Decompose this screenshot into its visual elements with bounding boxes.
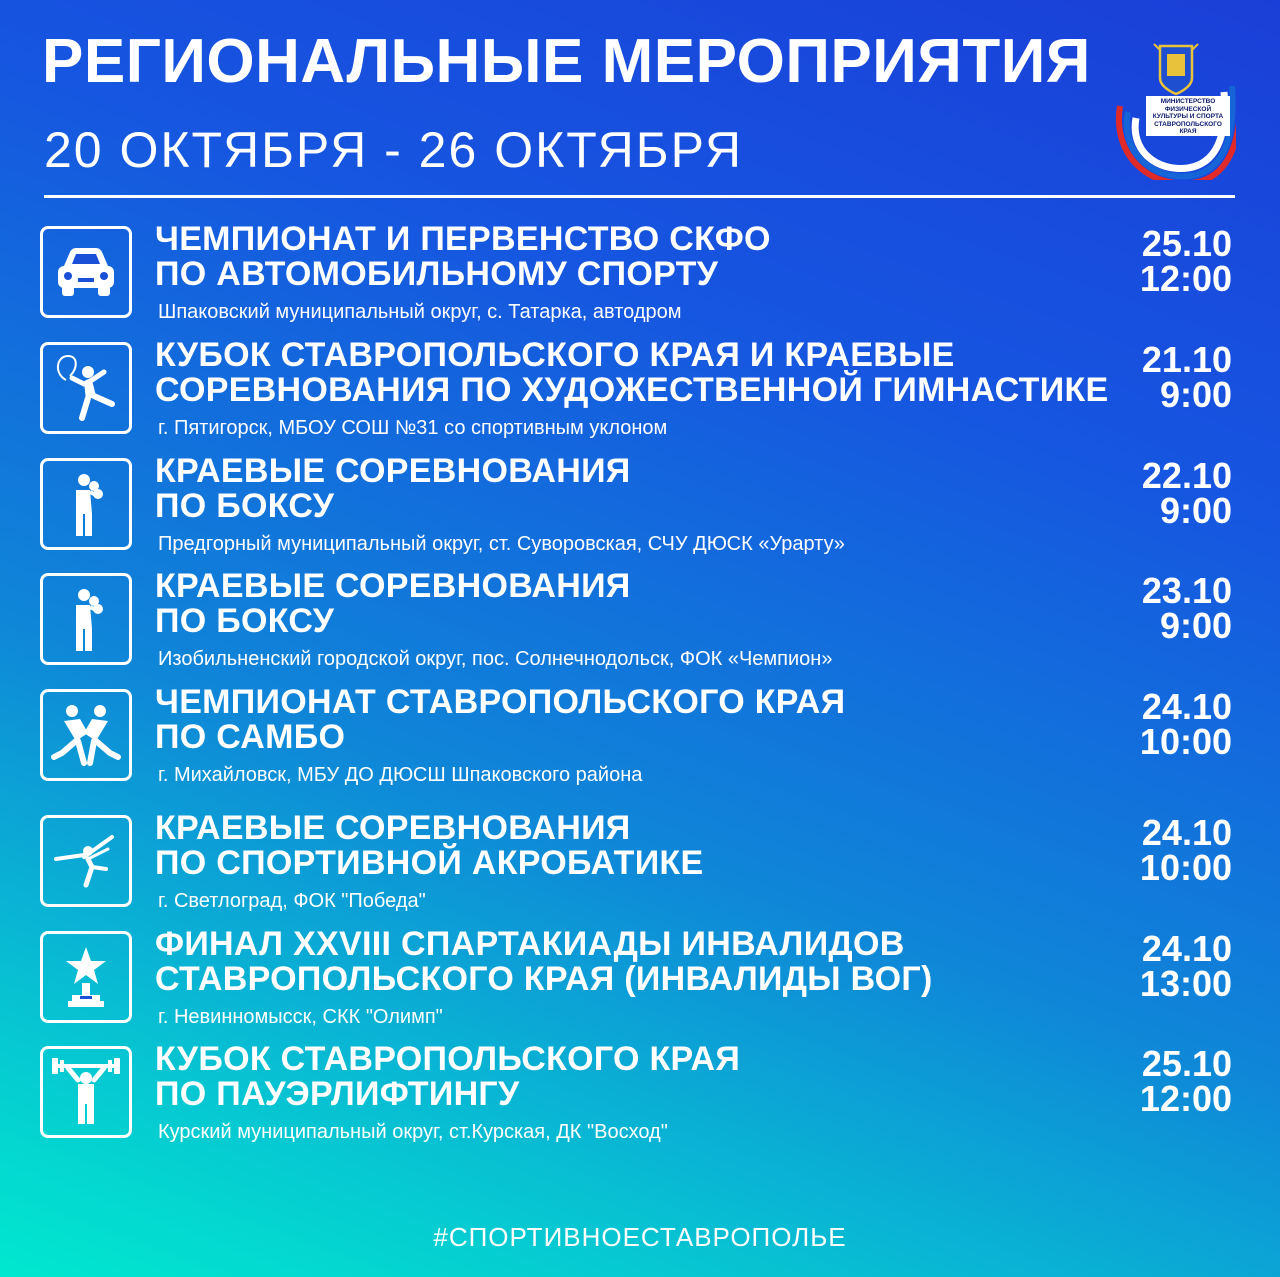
event-datetime bbox=[1102, 686, 1232, 762]
event-title: ЧЕМПИОНАТ И ПЕРВЕНСТВО СКФО ПО АВТОМОБИЛЬНОМУ СПОРТУ bbox=[155, 220, 771, 293]
event-icon-box bbox=[40, 931, 132, 1023]
ministry-name: МИНИСТЕРСТВО ФИЗИЧЕСКОЙ КУЛЬТУРЫ И СПОРТА СТАВРОПОЛЬСКОГО КРАЯ bbox=[1152, 98, 1224, 135]
ministry-logo bbox=[1116, 40, 1236, 180]
event-time: 10:00 bbox=[1139, 847, 1232, 888]
event-date: 24.10 bbox=[1141, 928, 1232, 969]
event-title: КРАЕВЫЕ СОРЕВНОВАНИЯ ПО БОКСУ bbox=[155, 452, 631, 525]
event-place: г. Пятигорск, МБОУ СОШ №31 со спортивным уклоном bbox=[158, 417, 668, 439]
event-date: 21.10 bbox=[1141, 339, 1232, 380]
car-icon bbox=[48, 234, 124, 310]
event-date: 25.10 bbox=[1141, 223, 1232, 264]
event-place: г. Светлоград, ФОК "Победа" bbox=[158, 890, 426, 912]
event-icon-box bbox=[40, 573, 132, 665]
event-time: 9:00 bbox=[1159, 605, 1232, 646]
event-title: КРАЕВЫЕ СОРЕВНОВАНИЯ ПО СПОРТИВНОЙ АКРОБАТИКЕ bbox=[155, 809, 704, 882]
rhythmic-gymnastics-icon bbox=[48, 350, 124, 426]
boxing-icon bbox=[48, 466, 124, 542]
event-date: 22.10 bbox=[1141, 455, 1232, 496]
date-range: 20 ОКТЯБРЯ - 26 ОКТЯБРЯ bbox=[44, 122, 743, 178]
event-place: Шпаковский муниципальный округ, с. Татарка, автодром bbox=[158, 301, 682, 323]
event-datetime bbox=[1102, 455, 1232, 531]
event-date: 24.10 bbox=[1141, 812, 1232, 853]
page-title: РЕГИОНАЛЬНЫЕ МЕРОПРИЯТИЯ bbox=[42, 27, 1091, 96]
event-title: КУБОК СТАВРОПОЛЬСКОГО КРАЯ И КРАЕВЫЕ СОРЕВНОВАНИЯ ПО ХУДОЖЕСТВЕННОЙ ГИМНАСТИКЕ bbox=[155, 336, 1109, 409]
event-date: 25.10 bbox=[1141, 1043, 1232, 1084]
event-place: г. Михайловск, МБУ ДО ДЮСШ Шпаковского района bbox=[158, 764, 643, 786]
event-time: 12:00 bbox=[1139, 258, 1232, 299]
event-icon-box bbox=[40, 458, 132, 550]
event-time: 13:00 bbox=[1139, 963, 1232, 1004]
event-title: КРАЕВЫЕ СОРЕВНОВАНИЯ ПО БОКСУ bbox=[155, 567, 631, 640]
event-time: 10:00 bbox=[1139, 721, 1232, 762]
event-icon-box bbox=[40, 815, 132, 907]
event-datetime bbox=[1102, 928, 1232, 1004]
event-time: 9:00 bbox=[1159, 374, 1232, 415]
event-place: г. Невинномысск, СКК "Олимп" bbox=[158, 1006, 443, 1028]
trophy-star-icon bbox=[48, 939, 124, 1015]
event-place: Предгорный муниципальный округ, ст. Суворовская, СЧУ ДЮСК «Урарту» bbox=[158, 533, 845, 555]
event-title: ЧЕМПИОНАТ СТАВРОПОЛЬСКОГО КРАЯ ПО САМБО bbox=[155, 683, 846, 756]
event-title: ФИНАЛ XXVIII СПАРТАКИАДЫ ИНВАЛИДОВ СТАВРОПОЛЬСКОГО КРАЯ (ИНВАЛИДЫ ВОГ) bbox=[155, 925, 933, 998]
weightlifter-icon bbox=[48, 1054, 124, 1130]
event-icon-box bbox=[40, 226, 132, 318]
event-place: Изобильненский городской округ, пос. Солнечнодольск, ФОК «Чемпион» bbox=[158, 648, 833, 670]
event-icon-box bbox=[40, 1046, 132, 1138]
event-time: 9:00 bbox=[1159, 490, 1232, 531]
sambo-wrestling-icon bbox=[48, 697, 124, 773]
acrobatics-icon bbox=[48, 823, 124, 899]
event-icon-box bbox=[40, 689, 132, 781]
event-date: 24.10 bbox=[1141, 686, 1232, 727]
event-datetime bbox=[1102, 339, 1232, 415]
event-datetime bbox=[1102, 1043, 1232, 1119]
event-date: 23.10 bbox=[1141, 570, 1232, 611]
event-place: Курский муниципальный округ, ст.Курская, ДК "Восход" bbox=[158, 1121, 668, 1143]
event-datetime bbox=[1102, 812, 1232, 888]
event-icon-box bbox=[40, 342, 132, 434]
event-time: 12:00 bbox=[1139, 1078, 1232, 1119]
boxing-icon bbox=[48, 581, 124, 657]
event-title: КУБОК СТАВРОПОЛЬСКОГО КРАЯ ПО ПАУЭРЛИФТИНГУ bbox=[155, 1040, 741, 1113]
event-datetime bbox=[1102, 570, 1232, 646]
event-datetime bbox=[1102, 223, 1232, 299]
hashtag: #СПОРТИВНОЕСТАВРОПОЛЬЕ bbox=[433, 1222, 847, 1252]
header-divider bbox=[44, 195, 1235, 198]
